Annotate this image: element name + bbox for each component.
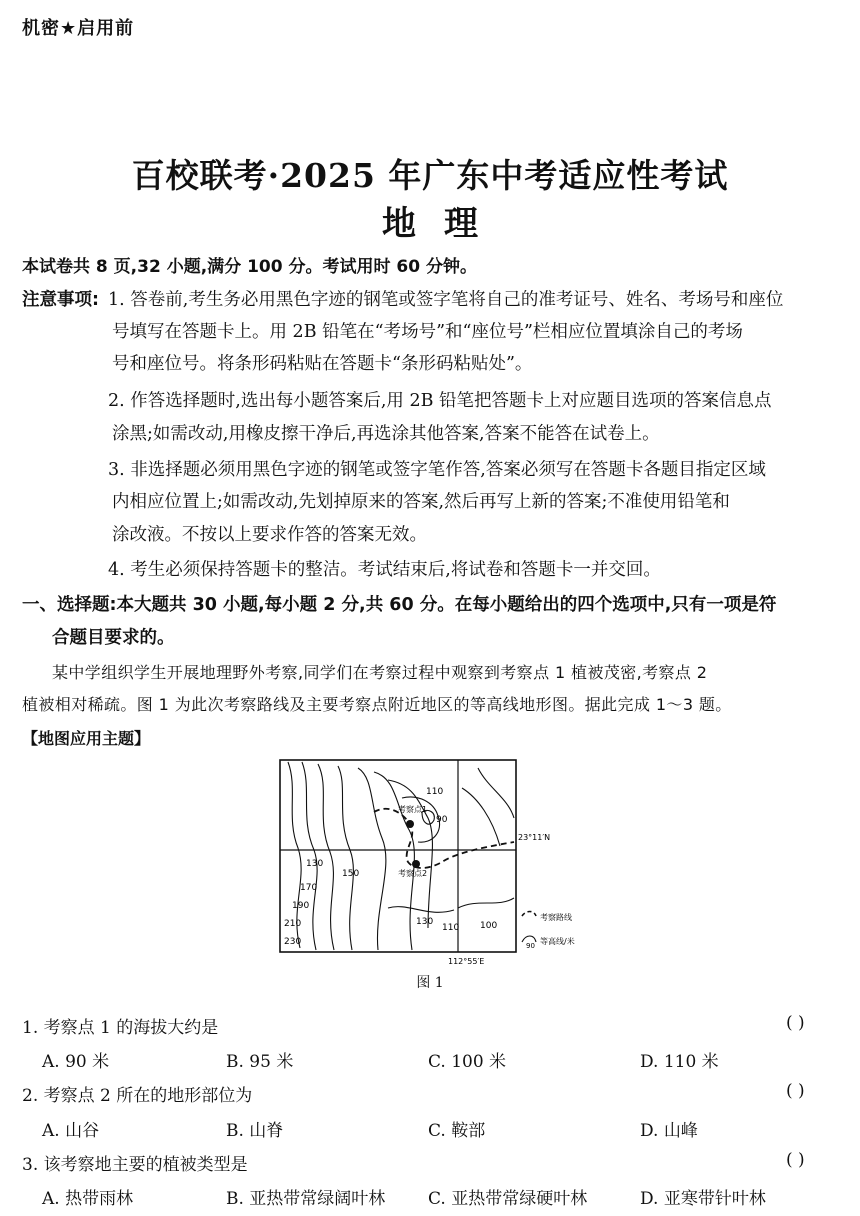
figure-caption: 图 1 (416, 975, 444, 991)
option-b[interactable]: B. 亚热带常绿阔叶林 (226, 1189, 386, 1209)
section-heading-cont: 合题目要求的。 (52, 628, 175, 648)
contour-label: 190 (292, 901, 310, 911)
topic-label: 【地图应用主题】 (22, 729, 151, 748)
point-label: 考察点2 (398, 869, 428, 878)
exam-title: 百校联考·2025 年广东中考适应性考试 (131, 156, 729, 195)
contour-label: 100 (480, 921, 498, 931)
contour-label: 130 (306, 859, 324, 869)
option-c[interactable]: C. 100 米 (428, 1052, 507, 1072)
map-legend (522, 912, 575, 951)
contour-label: 170 (300, 883, 318, 893)
legend-contour-label: 等高线/米 (540, 937, 575, 946)
legend-contour-sample: 90 (526, 942, 535, 950)
observation-point-1 (406, 820, 414, 828)
passage-line: 某中学组织学生开展地理野外考察,同学们在考察过程中观察到考察点 1 植被茂密,考察点 2 (52, 663, 708, 682)
contour-line (478, 768, 514, 818)
contour-line (462, 788, 500, 846)
observation-point-2 (412, 860, 420, 868)
option-d[interactable]: D. 110 米 (640, 1052, 719, 1072)
question-stem: 1. 考察点 1 的海拔大约是 (22, 1018, 219, 1038)
latitude-label: 23°11′N (518, 833, 551, 842)
longitude-label: 112°55′E (448, 957, 485, 966)
notice-line: 内相应位置上;如需改动,先划掉原来的答案,然后再写上新的答案;不准使用铅笔和 (112, 492, 730, 512)
option-d[interactable]: D. 山峰 (640, 1121, 698, 1141)
notice-line: 3. 非选择题必须用黑色字迹的钢笔或签字笔作答,答案必须写在答题卡各题目指定区域 (108, 460, 766, 480)
option-b[interactable]: B. 山脊 (226, 1121, 284, 1141)
contour-label: 150 (342, 869, 360, 879)
notice-line: 涂改液。不按以上要求作答的答案无效。 (112, 525, 427, 545)
notice-line: 涂黑;如需改动,用橡皮擦干净后,再选涂其他答案,答案不能答在试卷上。 (112, 424, 660, 444)
notice-heading: 注意事项: (22, 290, 99, 310)
section-heading: 一、选择题:本大题共 30 小题,每小题 2 分,共 60 分。在每小题给出的四个选项中,只有一项是符 (22, 595, 777, 615)
contour-label: 230 (284, 937, 302, 947)
notice-line: 号填写在答题卡上。用 2B 铅笔在“考场号”和“座位号”栏相应位置填涂自己的考场 (112, 322, 743, 342)
contour-line (338, 766, 353, 950)
contour-label: 110 (426, 787, 444, 797)
contour-label: 110 (442, 923, 460, 933)
option-c[interactable]: C. 亚热带常绿硬叶林 (428, 1189, 588, 1209)
notice-line: 1. 答卷前,考生务必用黑色字迹的钢笔或签字笔将自己的准考证号、姓名、考场号和座位 (108, 290, 784, 310)
option-d[interactable]: D. 亚寒带针叶林 (640, 1189, 766, 1209)
contour-label: 210 (284, 919, 302, 929)
contour-label: 90 (436, 815, 448, 825)
option-a[interactable]: A. 90 米 (42, 1052, 110, 1072)
contour-label: 130 (416, 917, 434, 927)
notice-line: 2. 作答选择题时,选出每小题答案后,用 2B 铅笔把答题卡上对应题目选项的答案信息点 (108, 391, 772, 411)
contour-line (388, 907, 454, 913)
notice-line: 4. 考生必须保持答题卡的整洁。考试结束后,将试卷和答题卡一并交回。 (108, 560, 661, 580)
exam-info: 本试卷共 8 页,32 小题,满分 100 分。考试用时 60 分钟。 (22, 257, 477, 277)
point-label: 考察点1 (398, 805, 428, 814)
legend-route-symbol (522, 912, 536, 917)
contour-line (302, 762, 317, 950)
subject-title: 地理 (382, 204, 506, 244)
confidential-label: 机密★启用前 (22, 18, 135, 39)
passage-line: 植被相对稀疏。图 1 为此次考察路线及主要考察点附近地区的等高线地形图。据此完成 1～3 题。 (22, 695, 732, 714)
legend-route-label: 考察路线 (540, 913, 572, 922)
answer-bracket[interactable]: ( ) (786, 1150, 805, 1170)
contour-line (358, 768, 386, 950)
option-b[interactable]: B. 95 米 (226, 1052, 294, 1072)
answer-bracket[interactable]: ( ) (786, 1081, 805, 1101)
option-c[interactable]: C. 鞍部 (428, 1121, 486, 1141)
contour-map-figure (278, 758, 598, 968)
question-stem: 3. 该考察地主要的植被类型是 (22, 1155, 248, 1175)
answer-bracket[interactable]: ( ) (786, 1013, 805, 1033)
contour-line (318, 764, 334, 950)
option-a[interactable]: A. 山谷 (42, 1121, 100, 1141)
option-a[interactable]: A. 热带雨林 (42, 1189, 134, 1209)
contour-line (458, 898, 514, 908)
question-stem: 2. 考察点 2 所在的地形部位为 (22, 1086, 253, 1106)
notice-line: 号和座位号。将条形码粘贴在答题卡“条形码粘贴处”。 (112, 354, 533, 374)
